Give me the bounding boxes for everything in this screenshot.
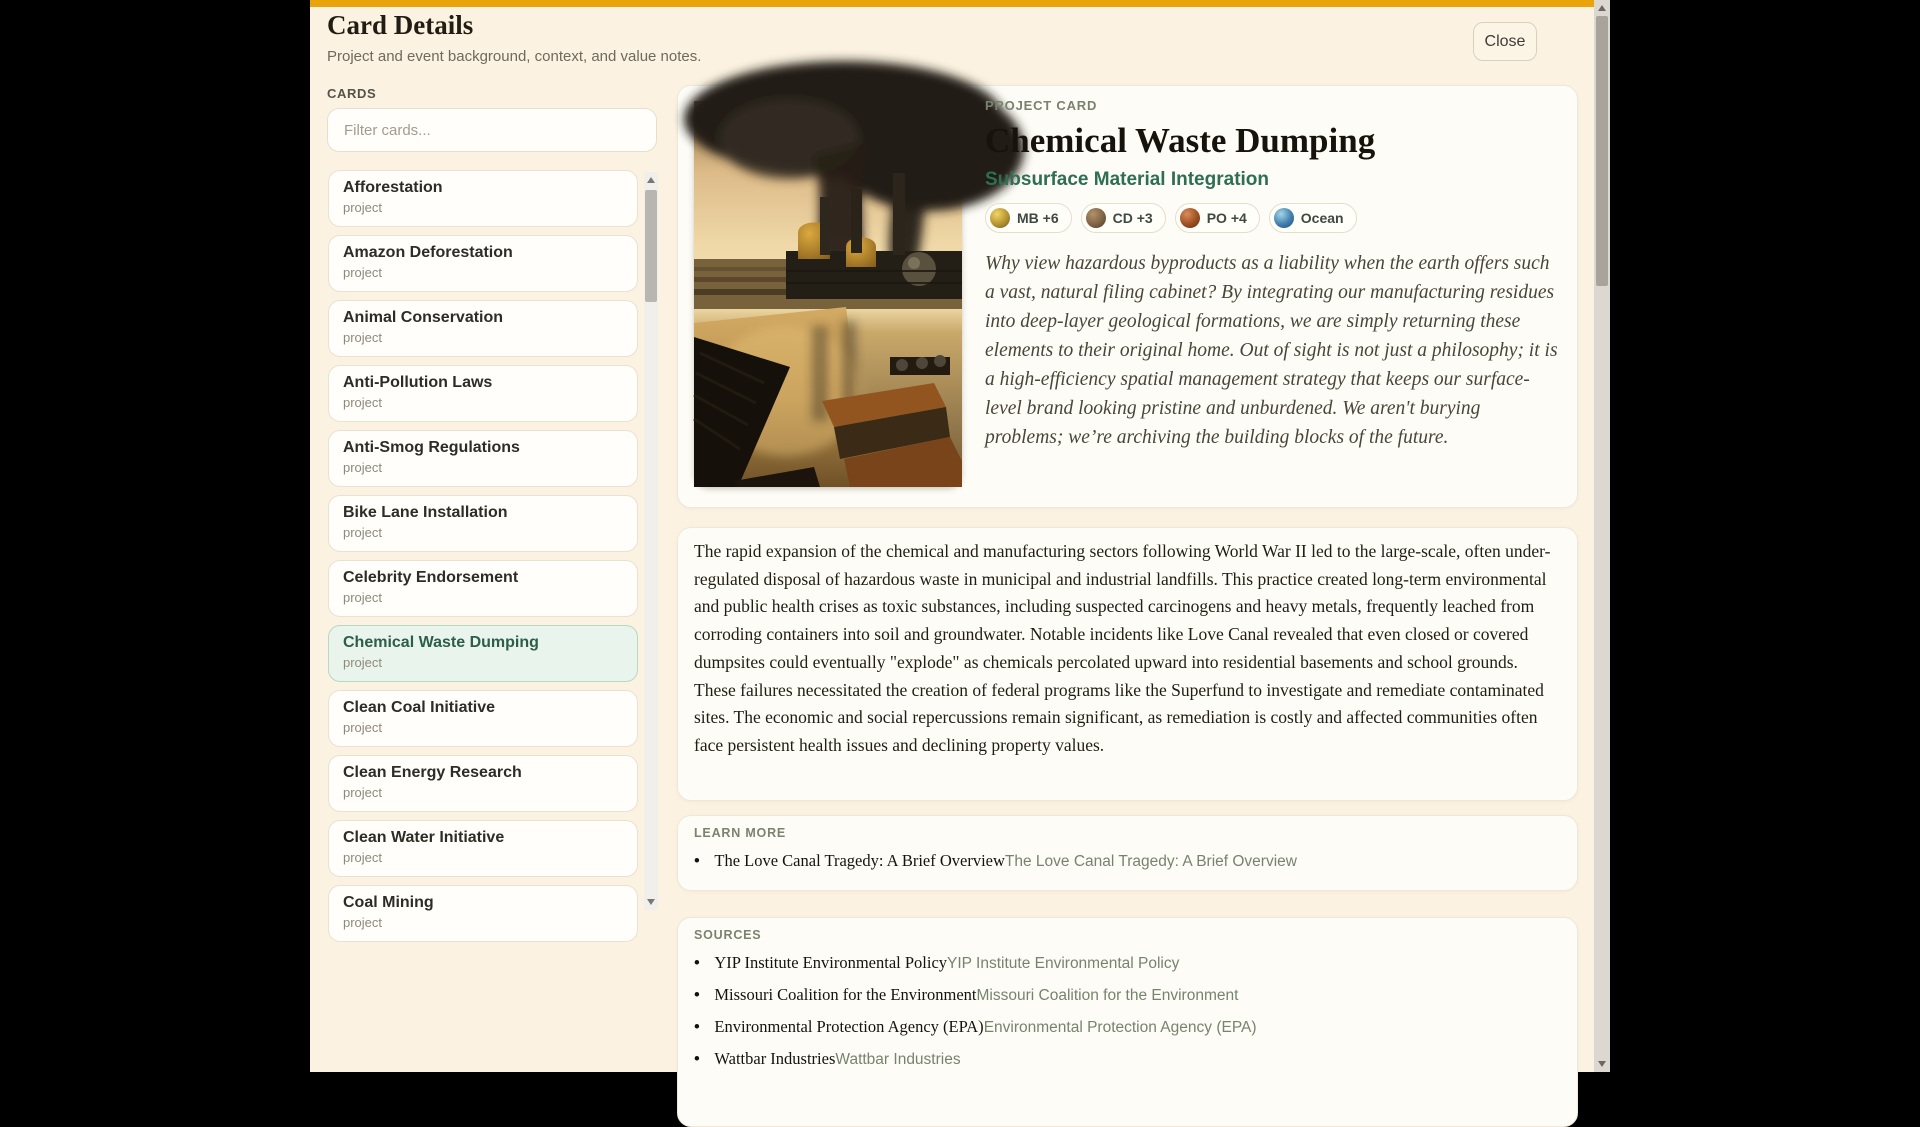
sources-label: SOURCES [694, 928, 762, 942]
card-title: Chemical Waste Dumping [985, 121, 1376, 160]
list-item-title: Anti-Pollution Laws [343, 374, 493, 391]
card-list [328, 170, 638, 930]
list-item-celebrity-endorsement[interactable] [328, 560, 638, 617]
list-item-title: Anti-Smog Regulations [343, 439, 520, 456]
source-text: YIP Institute Environmental Policy [714, 953, 948, 972]
scroll-up-icon[interactable] [647, 177, 655, 183]
list-item-title: Clean Water Initiative [343, 829, 505, 846]
project-card-info [985, 98, 1563, 452]
source-item [694, 1017, 1561, 1038]
list-item-clean-water-initiative[interactable] [328, 820, 638, 877]
project-card-image [694, 101, 962, 487]
list-item-type: project [343, 915, 383, 930]
list-item-title: Coal Mining [343, 894, 434, 911]
list-item-bike-lane-installation[interactable] [328, 495, 638, 552]
list-item-title: Chemical Waste Dumping [343, 634, 539, 651]
card-details-window [310, 0, 1610, 1072]
window-scrollbar[interactable] [1594, 0, 1610, 1072]
scrollbar-thumb[interactable] [645, 190, 657, 302]
ocean-orb-icon [1274, 208, 1294, 228]
source-item [694, 1049, 1561, 1070]
source-link[interactable]: Environmental Protection Agency (EPA) [983, 1019, 1257, 1036]
learn-more-text: The Love Canal Tragedy: A Brief Overview [714, 851, 1005, 870]
list-item-type: project [343, 330, 383, 345]
list-item-type: project [343, 395, 383, 410]
list-item-type: project [343, 785, 383, 800]
list-item-animal-conservation[interactable] [328, 300, 638, 357]
list-item-title: Clean Energy Research [343, 764, 522, 781]
list-item-title: Bike Lane Installation [343, 504, 508, 521]
scroll-down-icon[interactable] [1598, 1061, 1606, 1067]
learn-more-item [694, 851, 1561, 872]
cd-orb-icon [1086, 208, 1106, 228]
list-item-type: project [343, 720, 383, 735]
list-item-type: project [343, 460, 383, 475]
list-item-anti-pollution-laws[interactable] [328, 365, 638, 422]
card-flavor-quote: Why view hazardous byproducts as a liability when the earth offers such a vast, natural filing cabinet? By integrating our manufacturing residues into deep-layer geological formations, we are simply returning these elements to their original home. Out of sight is not just a philosophy; it is a high-efficiency spatial management strategy that keeps our surface-level brand looking pristine and unburdened. We aren't burying problems; we’re archiving the building blocks of the future. [985, 253, 1558, 448]
learn-more-panel [677, 815, 1578, 891]
list-item-title: Animal Conservation [343, 309, 504, 326]
list-item-type: project [343, 655, 383, 670]
source-item [694, 953, 1561, 974]
learn-more-label: LEARN MORE [694, 826, 787, 840]
mb-orb-icon [990, 208, 1010, 228]
scroll-up-icon[interactable] [1598, 5, 1606, 11]
list-item-type: project [343, 265, 383, 280]
list-item-chemical-waste-dumping[interactable] [328, 625, 638, 682]
badge-po [1175, 203, 1260, 233]
scroll-down-icon[interactable] [647, 899, 655, 905]
source-text: Wattbar Industries [714, 1049, 836, 1068]
card-subtitle: Subsurface Material Integration [985, 169, 1270, 190]
source-link[interactable]: Wattbar Industries [835, 1051, 961, 1068]
badge-mb [985, 203, 1072, 233]
learn-more-link[interactable]: The Love Canal Tragedy: A Brief Overview [1004, 853, 1297, 870]
list-item-anti-smog-regulations[interactable] [328, 430, 638, 487]
badge-cd [1081, 203, 1166, 233]
list-item-clean-coal-initiative[interactable] [328, 690, 638, 747]
badge-label: Ocean [1300, 210, 1344, 226]
badge-label: CD +3 [1112, 210, 1153, 226]
list-item-coal-mining[interactable] [328, 885, 638, 942]
list-item-title: Afforestation [343, 179, 443, 196]
page-title: Card Details [327, 10, 474, 40]
po-orb-icon [1180, 208, 1200, 228]
source-link[interactable]: Missouri Coalition for the Environment [976, 987, 1239, 1004]
card-list-scrollbar[interactable] [644, 172, 658, 910]
accent-top-bar [310, 0, 1610, 7]
card-description-panel: The rapid expansion of the chemical and manufacturing sectors following World War II led to the large-scale, often under-regulated disposal of hazardous waste in municipal and industrial landfills. This practice created long-term environmental and public health crises as toxic substances, including suspected carcinogens and heavy metals, frequently leached from corroding containers into soil and groundwater. Notable incidents like Love Canal revealed that even closed or covered dumpsites could eventually "explode" as chemicals percolated upward into residential basements and school grounds. These failures necessitated the creation of federal programs like the Superfund to investigate and remediate contaminated sites. The economic and social repercussions remain significant, as remediation is costly and affected communities often face persistent health issues and declining property values. [677, 527, 1578, 801]
list-item-amazon-deforestation[interactable] [328, 235, 638, 292]
list-item-title: Clean Coal Initiative [343, 699, 496, 716]
list-item-afforestation[interactable] [328, 170, 638, 227]
source-text: Missouri Coalition for the Environment [714, 985, 977, 1004]
list-item-type: project [343, 850, 383, 865]
page-subtitle: Project and event background, context, and value notes. [327, 48, 702, 65]
badge-ocean [1269, 203, 1357, 233]
list-item-title: Celebrity Endorsement [343, 569, 519, 586]
scrollbar-thumb[interactable] [1596, 16, 1608, 286]
list-item-type: project [343, 525, 383, 540]
source-item [694, 985, 1561, 1006]
list-item-title: Amazon Deforestation [343, 244, 513, 261]
sources-panel [677, 917, 1578, 1127]
badge-label: PO +4 [1206, 210, 1247, 226]
badge-row [985, 203, 1563, 233]
close-button[interactable]: Close [1473, 22, 1537, 61]
filter-cards-input[interactable] [327, 108, 657, 152]
badge-label: MB +6 [1017, 210, 1059, 226]
cards-section-label: CARDS [327, 86, 377, 101]
source-link[interactable]: YIP Institute Environmental Policy [947, 955, 1180, 972]
list-item-clean-energy-research[interactable] [328, 755, 638, 812]
list-item-type: project [343, 590, 383, 605]
source-text: Environmental Protection Agency (EPA) [714, 1017, 984, 1036]
list-item-type: project [343, 200, 383, 215]
card-kind-label: PROJECT CARD [985, 98, 1098, 113]
project-card-panel [677, 85, 1578, 508]
